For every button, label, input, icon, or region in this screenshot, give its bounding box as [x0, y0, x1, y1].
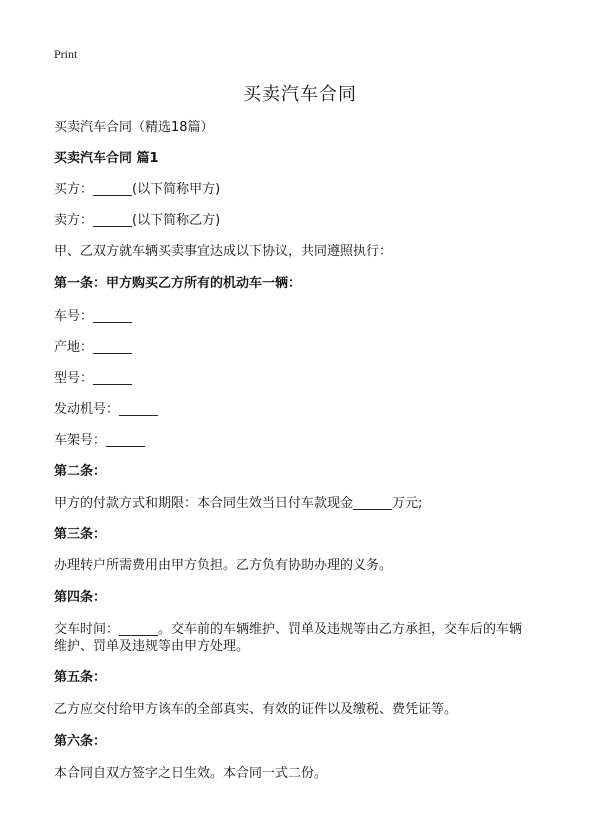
- article-4-heading: 第四条：: [54, 590, 107, 605]
- article-3-heading: 第三条：: [54, 527, 107, 542]
- preamble-text: 甲、乙双方就车辆买卖事宜达成以下协议，共同遵照执行：: [54, 244, 393, 259]
- article-4-text-line-1: 交车时间：______。交车前的车辆维护、罚单及违规等由乙方承担，交车后的车辆: [54, 622, 523, 637]
- buyer-line: 买方：______(以下简称甲方): [54, 182, 221, 197]
- document-subtitle: 买卖汽车合同（精选18篇）: [54, 120, 214, 135]
- print-link[interactable]: Print: [54, 47, 78, 61]
- article-5-heading: 第五条：: [54, 670, 107, 685]
- article-2-text: 甲方的付款方式和期限：本合同生效当日付车款现金______万元;: [54, 496, 423, 511]
- section-heading: 买卖汽车合同 篇1: [54, 151, 159, 166]
- article-3-text: 办理转户所需费用由甲方负担。乙方负有协助办理的义务。: [54, 558, 393, 573]
- origin-line: 产地：______: [54, 340, 133, 355]
- article-6-text: 本合同自双方签字之日生效。本合同一式二份。: [54, 766, 328, 781]
- plate-number-line: 车号：______: [54, 309, 133, 324]
- document-title: 买卖汽车合同: [243, 84, 357, 105]
- article-4-text-line-2: 维护、罚单及违规等由甲方处理。: [54, 639, 250, 654]
- model-line: 型号：______: [54, 371, 133, 386]
- article-5-text: 乙方应交付给甲方该车的全部真实、有效的证件以及缴税、费凭证等。: [54, 702, 458, 717]
- engine-number-line: 发动机号：______: [54, 402, 159, 417]
- article-1-heading: 第一条：甲方购买乙方所有的机动车一辆：: [54, 276, 302, 291]
- frame-number-line: 车架号：______: [54, 433, 146, 448]
- article-2-heading: 第二条：: [54, 464, 107, 479]
- seller-line: 卖方：______(以下简称乙方): [54, 213, 221, 228]
- article-6-heading: 第六条：: [54, 734, 107, 749]
